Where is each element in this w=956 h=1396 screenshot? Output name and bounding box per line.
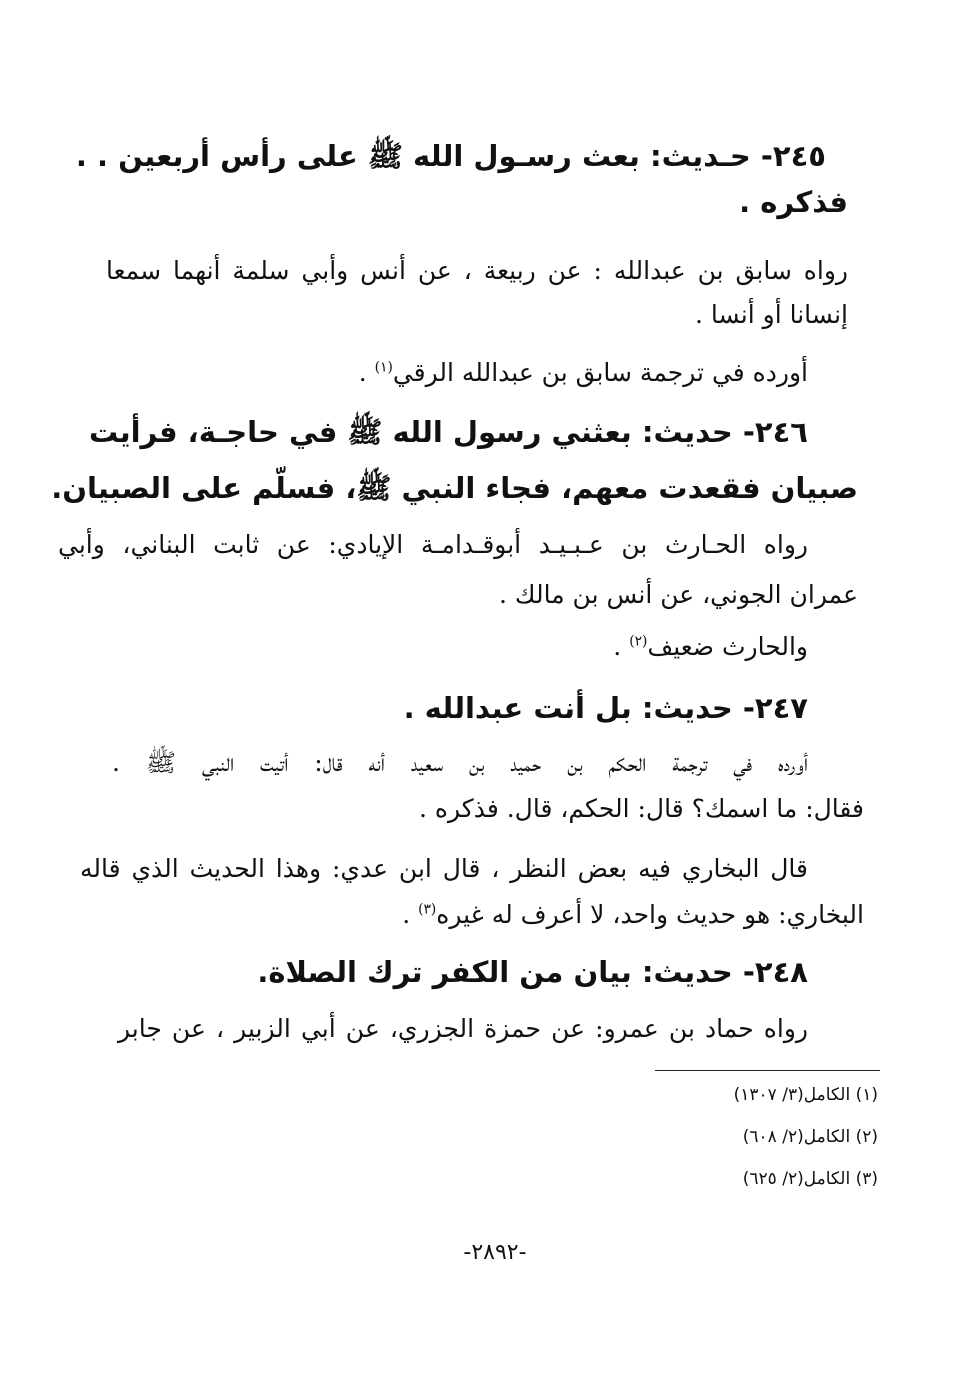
hadith-245-narration-line-2: إنسانا أو أنسا . [694,300,848,329]
hadith-247-comment-text: البخاري: هو حديث واحد، لا أعرف له غيره [436,900,864,929]
footnote-divider [655,1070,880,1071]
page-number: -٢٨٩٢- [463,1240,527,1265]
hadith-246-narration-line-2: عمران الجوني، عن أنس بن مالك . [499,580,858,609]
hadith-246-grading-text: والحارث ضعيف [647,632,808,661]
footnote-3: (٣) الكامل(٢/ ٦٢٥) [742,1169,878,1189]
hadith-245-source-tail: . [358,358,375,387]
hadith-247-comment-line-1: قال البخاري فيه بعض النظر ، قال ابن عدي: وهذا الحديث الذي قاله [80,854,808,883]
hadith-245-heading-line-1: ٢٤٥- حـديث: بعث رسـول الله ﷺ على رأس أربعين . . [75,139,826,173]
hadith-248-heading: ٢٤٨- حديث: بيان من الكفر ترك الصلاة. [257,955,808,989]
hadith-247-narration-line-1: أورده في ترجمة الحكم بن حميد بن سعيد أنه قال: أتيت النبي ﷺ . [112,748,808,777]
footnote-1: (١) الكامل(٣/ ١٣٠٧) [733,1085,878,1105]
hadith-246-narration-line-1: رواه الحـارث بن عـبـيـد أبوقـدامـة الإيادي: عن ثابت البناني، وأبي [58,530,808,559]
hadith-246-grading-line [613,634,808,659]
hadith-246-heading-line-1: ٢٤٦- حديث: بعثني رسول الله ﷺ في حاجـة، فرأيت [89,415,808,449]
hadith-247-comment-tail: . [402,900,419,929]
hadith-248-narration-line-1: رواه حماد بن عمرو: عن حمزة الجزري، عن أبي الزبير ، عن جابر [118,1014,808,1043]
hadith-245-source-text: أورده في ترجمة سابق بن عبدالله الرقي [392,358,808,387]
footnote-ref-3: (٣) [418,901,437,918]
footnote-2: (٢) الكامل(٢/ ٦٠٨) [742,1127,878,1147]
hadith-247-narration-line-2: فقال: ما اسمك؟ قال: الحكم، قال. فذكره . [419,794,864,823]
hadith-246-grading-tail: . [613,632,630,661]
hadith-245-source-line [359,360,808,385]
footnote-ref-1: (١) [374,359,393,376]
hadith-245-narration-line-1: رواه سابق بن عبدالله : عن ربيعة ، عن أنس وأبي سلمة أنهما سمعا [106,256,848,285]
footnote-ref-2: (٢) [629,633,648,650]
hadith-247-heading: ٢٤٧- حديث: بل أنت عبدالله . [403,691,808,725]
hadith-245-heading-line-2: فذكره . [739,185,848,219]
hadith-247-comment-line-2 [402,902,864,927]
hadith-246-heading-line-2: صبيان فقعدت معهم، فجاء النبي ﷺ، فسلّم على الصبيان. [51,471,858,505]
